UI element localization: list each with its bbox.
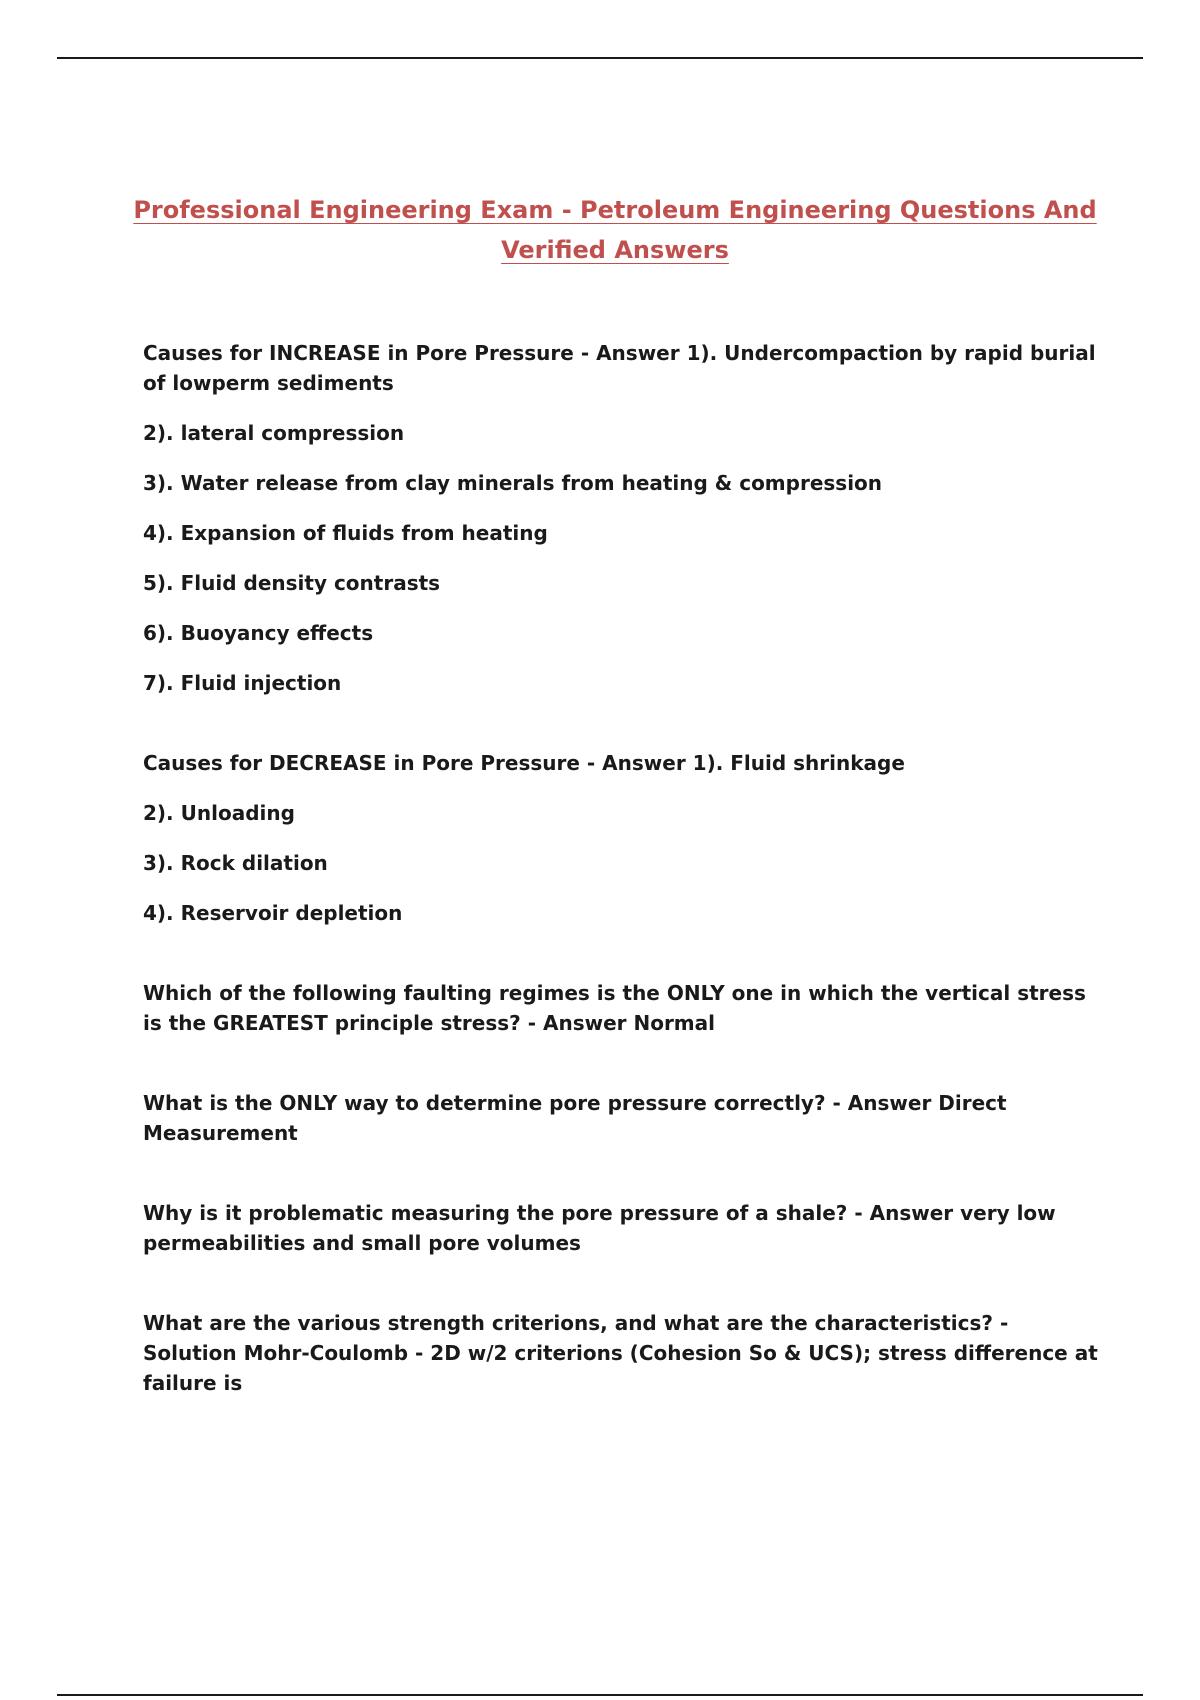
qa-question: What is the ONLY way to determine pore pressure correctly? - Answer Direct Measurement [143,1091,1007,1145]
qa-item: 7). Fluid injection [143,671,342,695]
document-body [143,338,1103,1418]
qa-item: 4). Reservoir depletion [143,901,403,925]
qa-item: 2). Unloading [143,801,295,825]
qa-question: Causes for DECREASE in Pore Pressure - Answer 1). Fluid shrinkage [143,751,905,775]
qa-item: 4). Expansion of fluids from heating [143,521,548,545]
qa-item: 3). Water release from clay minerals from heating & compression [143,471,883,495]
qa-question: What are the various strength criterions, and what are the characteristics? - Solution Mohr-Coulomb - 2D w/2 criterions (Cohesion So & UCS); stress difference at failure is [143,1311,1098,1395]
document-title: Professional Engineering Exam - Petroleum Engineering Questions And Verified Answers [133,196,1097,264]
qa-question: Causes for INCREASE in Pore Pressure - Answer 1). Undercompaction by rapid burial of lowperm sediments [143,341,1096,395]
qa-item: 3). Rock dilation [143,851,328,875]
qa-item: 2). lateral compression [143,421,405,445]
header-rule [57,57,1143,59]
qa-question: Which of the following faulting regimes is the ONLY one in which the vertical stress is the GREATEST principle stress? - Answer Normal [143,981,1086,1035]
qa-item: 6). Buoyancy effects [143,621,374,645]
qa-question: Why is it problematic measuring the pore pressure of a shale? - Answer very low permeabilities and small pore volumes [143,1201,1056,1255]
qa-item: 5). Fluid density contrasts [143,571,441,595]
footer-rule [57,1694,1143,1696]
